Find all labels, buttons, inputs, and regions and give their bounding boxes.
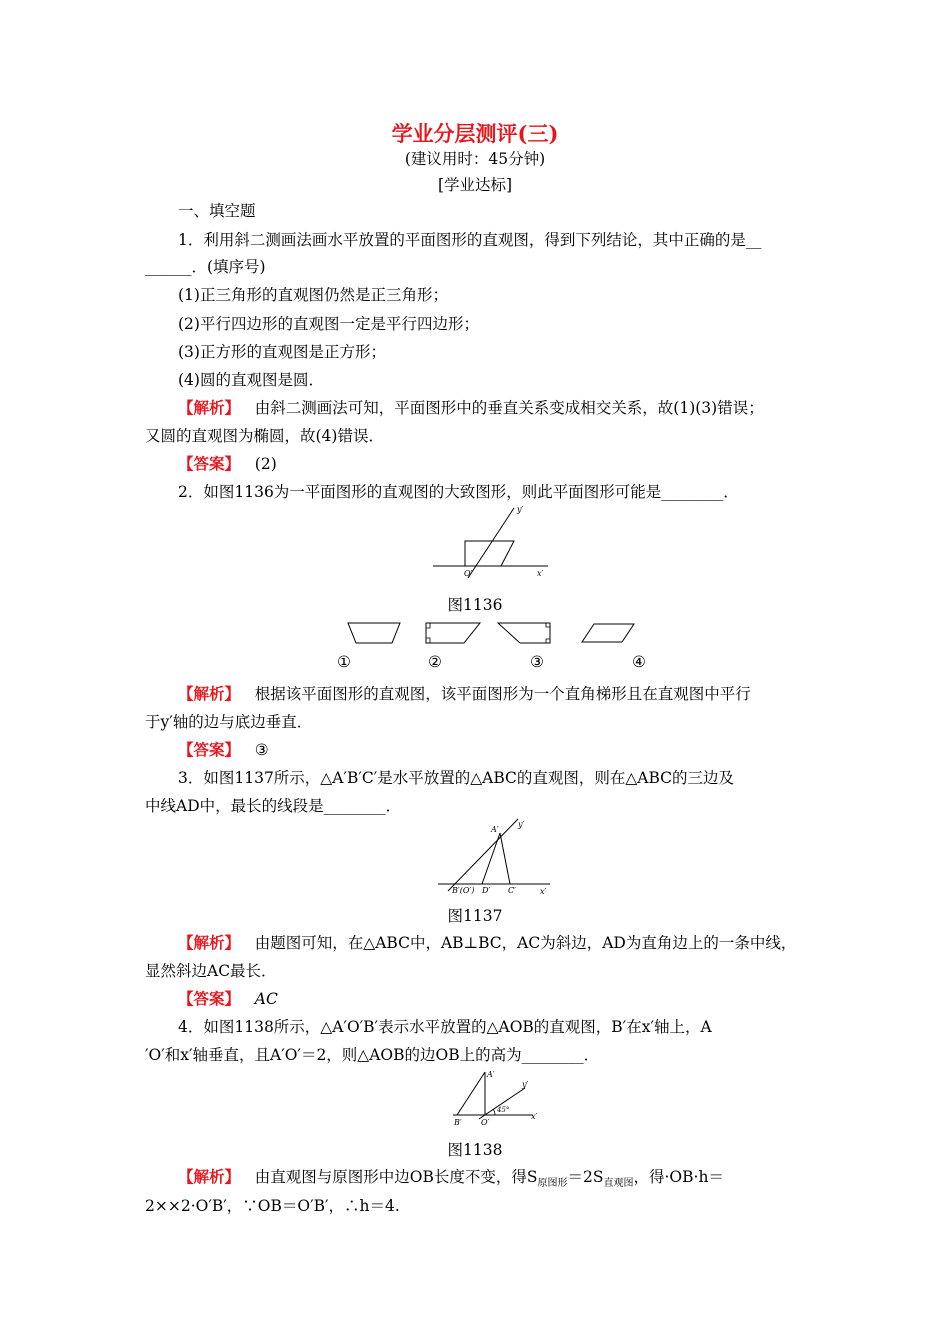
q1-answer-value: (2) (254, 455, 277, 473)
y-axis-label: y′ (518, 820, 525, 829)
point-b-label: B′(O′) (452, 886, 475, 895)
y-axis-label: y′ (522, 1080, 529, 1089)
q3-stem-line2: 中线AD中，最长的线段是________． (145, 797, 402, 815)
point-d-label: D′ (482, 886, 491, 895)
figure-1136 (430, 500, 555, 580)
q3-stem-line1: 3．如图1137所示，△A′B′C′是水平放置的△ABC的直观图，则在△ABC的三边及 (178, 769, 735, 787)
q3-answer-value: AC (254, 990, 278, 1008)
choice-2-label: ② (428, 653, 442, 671)
q3-analysis-text: 由题图可知，在△ABC中，AB⊥BC，AC为斜边，AD为直角边上的一条中线， (254, 934, 797, 952)
point-c-label: C′ (508, 886, 516, 895)
figure-1137-caption: 图1137 (447, 907, 503, 925)
origin-label: O′ (481, 1118, 490, 1127)
shape-parallelogram (582, 624, 634, 642)
subscript-intuitive: 直观图 (603, 1178, 634, 1190)
q2-analysis-line1 (178, 682, 751, 704)
q2-stem: 2．如图1136为一平面图形的直观图的大致图形，则此平面图形可能是________． (178, 483, 739, 501)
q2-answer-value: ③ (254, 741, 269, 759)
point-b-label: B′ (454, 1118, 462, 1127)
q3-analysis-line2: 显然斜边AC最长． (145, 962, 277, 980)
q1-stem-line1: 1．利用斜二测画法画水平放置的平面图形的直观图，得到下列结论，其中正确的是__ (178, 231, 762, 249)
q2-analysis-line2: 于y′轴的边与底边垂直． (145, 713, 313, 731)
q1-stem-line2: ______．(填序号) (145, 258, 266, 276)
right-angle-mark (546, 639, 550, 643)
q1-analysis-line2: 又圆的直观图为椭圆，故(4)错误． (145, 427, 384, 445)
q3-analysis-line1 (178, 931, 796, 953)
figure-1138 (445, 1066, 545, 1132)
q2-choice-shapes (330, 618, 640, 648)
level-label: [学业达标] (437, 176, 513, 194)
q4-analysis-text-a: 由直观图与原图形中边OB长度不变，得S (254, 1168, 538, 1186)
x-axis-label: x′ (540, 887, 547, 896)
point-a-label: A′ (491, 825, 499, 834)
side-line (457, 1072, 485, 1115)
figure-1138-caption: 图1138 (447, 1141, 503, 1159)
q1-option-4: (4)圆的直观图是圆． (178, 371, 324, 389)
q4-stem-line2: ′O′和x′轴垂直，且A′O′＝2，则△AOB的边OB上的高为________． (145, 1046, 600, 1064)
median-line (482, 833, 500, 884)
analysis-label: 【解析】 (178, 1167, 241, 1186)
point-a-label: A′ (487, 1070, 495, 1079)
origin-label: O′ (464, 569, 473, 578)
answer-label: 【答案】 (178, 740, 241, 759)
right-angle-mark (546, 623, 550, 627)
q4-stem-line1: 4．如图1138所示，△A′O′B′表示水平放置的△AOB的直观图，B′在x′轴上，A (178, 1018, 712, 1036)
choice-3-label: ③ (530, 653, 544, 671)
q3-answer (178, 987, 278, 1009)
answer-label: 【答案】 (178, 989, 241, 1008)
time-note: (建议用时：45分钟) (404, 150, 546, 168)
shape-right-trapezoid-left (426, 623, 480, 643)
shape-isosceles-trapezoid (348, 623, 400, 643)
angle-label: 45° (497, 1106, 510, 1114)
analysis-label: 【解析】 (178, 398, 241, 417)
q1-option-2: (2)平行四边形的直观图一定是平行四边形； (178, 315, 479, 333)
q1-analysis-text: 由斜二测画法可知，平面图形中的垂直关系变成相交关系，故(1)(3)错误； (254, 399, 764, 417)
right-angle-mark (426, 623, 430, 628)
q2-answer (178, 738, 269, 760)
q4-analysis-text-b: ＝2S (567, 1168, 604, 1186)
y-axis-line (468, 508, 514, 578)
subscript-original: 原图形 (537, 1178, 568, 1190)
analysis-label: 【解析】 (178, 933, 241, 952)
analysis-label: 【解析】 (178, 684, 241, 703)
q4-analysis-line2: 2××2·O′B′，∵OB＝O′B′，∴h＝4. (145, 1197, 400, 1215)
x-axis-label: x′ (537, 569, 544, 578)
angle-arc (493, 1109, 495, 1115)
right-angle-mark (426, 638, 430, 643)
choice-4-label: ④ (632, 653, 646, 671)
y-axis-label: y′ (517, 505, 524, 514)
q1-analysis-line1 (178, 396, 764, 418)
section-heading: 一、填空题 (178, 202, 256, 220)
x-axis-label: x′ (531, 1112, 538, 1121)
choice-1-label: ① (337, 653, 351, 671)
answer-label: 【答案】 (178, 454, 241, 473)
figure-1137 (430, 815, 560, 897)
figure-1136-caption: 图1136 (447, 596, 503, 614)
page-title: 学业分层测评(三) (391, 121, 559, 146)
y-axis-line (479, 1088, 525, 1119)
q1-answer (178, 452, 277, 474)
shape-right-trapezoid-right (498, 623, 550, 643)
q1-option-3: (3)正方形的直观图是正方形； (178, 343, 386, 361)
q1-option-1: (1)正三角形的直观图仍然是正三角形； (178, 286, 448, 304)
q2-analysis-text: 根据该平面图形的直观图，该平面图形为一个直角梯形且在直观图中平行 (254, 685, 751, 703)
q4-analysis-line1 (178, 1165, 724, 1189)
q4-analysis-text-c: ，得·OB·h＝ (633, 1168, 724, 1186)
side-line (500, 833, 510, 884)
